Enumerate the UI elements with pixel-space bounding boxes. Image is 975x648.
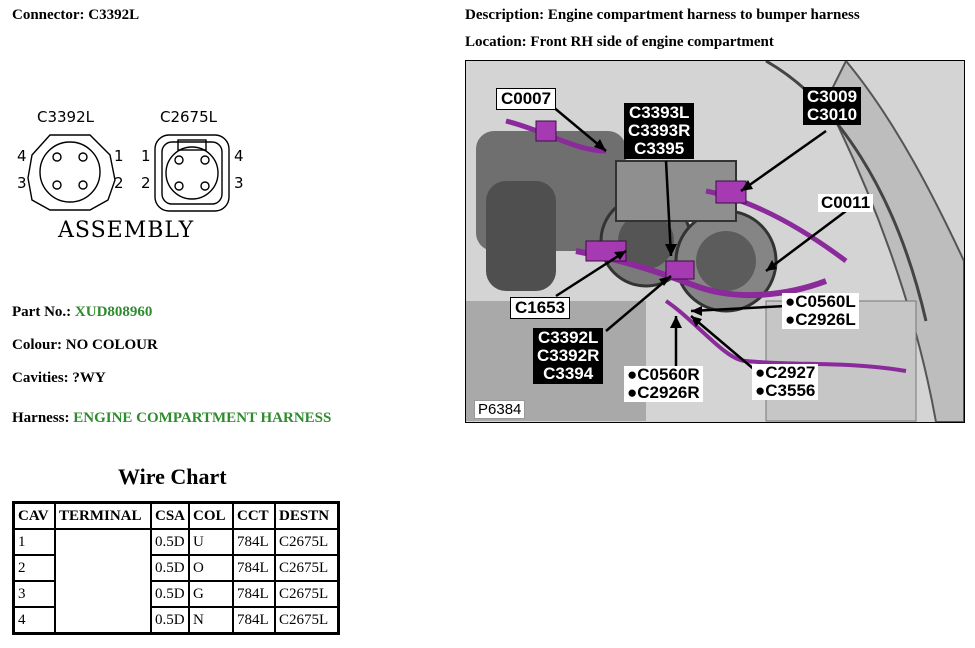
right-pin-3: 3	[234, 174, 244, 192]
description-value: Engine compartment harness to bumper harness	[547, 7, 860, 23]
harness-value: ENGINE COMPARTMENT HARNESS	[73, 410, 332, 426]
connector-field	[12, 7, 139, 24]
connector-face-diagram	[10, 100, 260, 250]
cell-destn: C2675L	[275, 581, 339, 607]
left-connector-face	[28, 135, 115, 210]
callout-c3009-text: C3009	[807, 87, 858, 106]
location-value: Front RH side of engine compartment	[530, 34, 774, 50]
cell-csa: 0.5D	[151, 529, 189, 555]
callout-c0007	[496, 88, 556, 110]
callout-c3392	[533, 328, 603, 384]
cell-col: N	[189, 607, 233, 634]
colour-label: Colour:	[12, 337, 62, 353]
cell-col: G	[189, 581, 233, 607]
description-field	[465, 7, 860, 24]
header-destn: DESTN	[275, 503, 339, 530]
left-pin-2: 2	[114, 174, 124, 192]
cell-csa: 0.5D	[151, 555, 189, 581]
callout-c3394-text: C3394	[543, 364, 594, 383]
callout-c2927-text: ●C2927	[755, 363, 816, 382]
callout-c3393l-text: C3393L	[628, 103, 690, 122]
callout-c3395-text: C3395	[634, 139, 685, 158]
cell-destn: C2675L	[275, 529, 339, 555]
colour-value: NO COLOUR	[65, 337, 158, 353]
callout-c1653	[510, 297, 570, 319]
cell-col: U	[189, 529, 233, 555]
part-number-field	[12, 304, 152, 321]
cell-cct: 784L	[233, 581, 275, 607]
cavities-label: Cavities:	[12, 370, 69, 386]
callout-c3393r-text: C3393R	[628, 121, 691, 140]
connector-value: C3392L	[88, 7, 140, 23]
callout-c0011	[818, 194, 873, 212]
cell-cct: 784L	[233, 555, 275, 581]
cavities-field	[12, 370, 106, 387]
cell-col: O	[189, 555, 233, 581]
callout-c3393	[624, 103, 694, 159]
callout-c3392r-text: C3392R	[537, 346, 600, 365]
callout-c2927	[752, 364, 818, 400]
callout-c3556-text: ●C3556	[755, 381, 816, 400]
table-row	[14, 529, 339, 555]
harness-label: Harness:	[12, 410, 70, 426]
wire-chart-header-row	[14, 503, 339, 530]
left-connector-label: C3392L	[37, 108, 95, 126]
left-pin-4: 4	[17, 147, 27, 165]
location-photo	[465, 60, 965, 423]
assembly-caption: ASSEMBLY	[58, 218, 195, 243]
callout-c0560r-text: ●C0560R	[627, 365, 700, 384]
cell-cct: 784L	[233, 607, 275, 634]
cavities-value: ?WY	[72, 370, 106, 386]
figure-id: P6384	[474, 400, 525, 419]
right-connector-label: C2675L	[160, 108, 218, 126]
left-pin-1: 1	[114, 147, 124, 165]
callout-c2926l-text: ●C2926L	[785, 310, 856, 329]
callout-c0560l-text: ●C0560L	[785, 292, 856, 311]
cell-destn: C2675L	[275, 555, 339, 581]
cell-destn: C2675L	[275, 607, 339, 634]
callout-c1653-text: C1653	[515, 298, 566, 317]
header-cav: CAV	[14, 503, 56, 530]
right-pin-1: 1	[141, 147, 151, 165]
cell-csa: 0.5D	[151, 581, 189, 607]
callout-c3009	[803, 87, 861, 125]
right-pin-2: 2	[141, 174, 151, 192]
location-label: Location:	[465, 34, 527, 50]
description-label: Description:	[465, 7, 545, 23]
callout-c0560r	[624, 366, 703, 402]
part-number-value: XUD808960	[74, 304, 153, 320]
cell-terminal	[55, 529, 151, 634]
location-field	[465, 34, 774, 51]
left-pin-3: 3	[17, 174, 27, 192]
header-col: COL	[189, 503, 233, 530]
callout-c0011-text: C0011	[821, 193, 871, 212]
wire-chart-table	[12, 501, 340, 635]
header-csa: CSA	[151, 503, 189, 530]
cell-cct: 784L	[233, 529, 275, 555]
callout-c0007-text: C0007	[501, 89, 552, 108]
cell-csa: 0.5D	[151, 607, 189, 634]
callout-c3010-text: C3010	[807, 105, 858, 124]
colour-field	[12, 337, 158, 354]
harness-field	[12, 410, 331, 427]
callout-c2926r-text: ●C2926R	[627, 383, 700, 402]
cell-cav: 4	[14, 607, 56, 634]
part-number-label: Part No.:	[12, 304, 72, 320]
cell-cav: 2	[14, 555, 56, 581]
right-pin-4: 4	[234, 147, 244, 165]
wire-chart-title: Wire Chart	[118, 464, 227, 489]
callout-c0560l	[782, 293, 859, 329]
header-terminal: TERMINAL	[55, 503, 151, 530]
cell-cav: 1	[14, 529, 56, 555]
cell-cav: 3	[14, 581, 56, 607]
connector-label: Connector:	[12, 7, 85, 23]
right-connector-face	[155, 135, 229, 211]
header-cct: CCT	[233, 503, 275, 530]
callout-c3392l-text: C3392L	[537, 328, 599, 347]
